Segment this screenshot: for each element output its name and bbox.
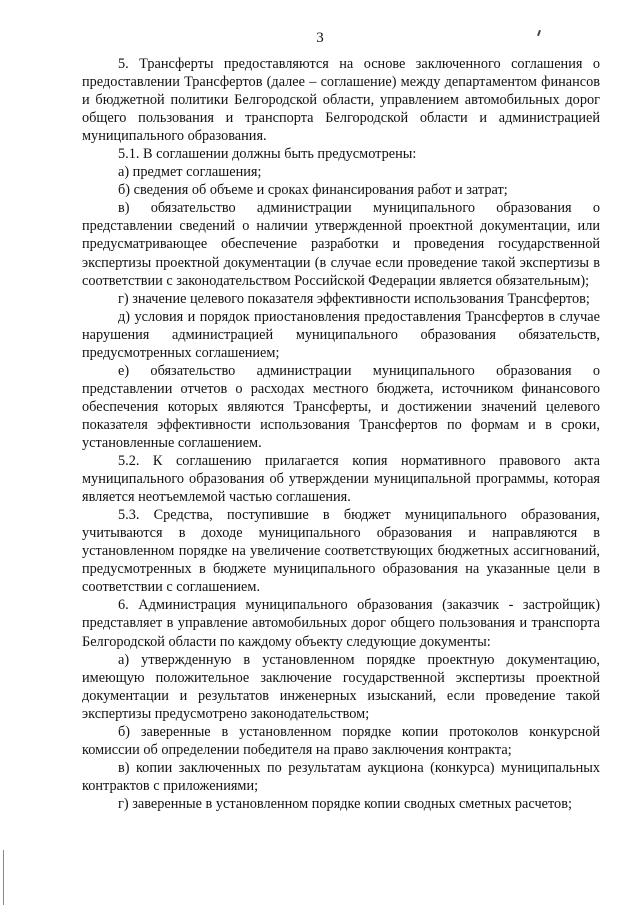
paragraph-5-1-b: б) сведения об объеме и сроках финансирования работ и затрат;: [118, 182, 508, 199]
paragraph-6-g: г) заверенные в установленном порядке копии сводных сметных расчетов;: [118, 795, 572, 812]
paragraph-6-a: а) утвержденную в установленном порядке проектную документацию, имеющую положительное заключение государственной экспертизы проектной документации и результатов инженерных изысканий, если проведение такой экспертизы предусмотрено законодательством;: [82, 651, 600, 722]
document-body: [82, 55, 600, 813]
paragraph-6: 6. Администрация муниципального образования (заказчик - застройщик) представляет в управление автомобильных дорог общего пользования и транспорта Белгородской области по каждому объекту следующие документы:: [82, 597, 600, 650]
paragraph-5-1-v: в) обязательство администрации муниципального образования о представлении сведений о наличии утвержденной проектной документации, или предусматривающее обеспечение разработки и проведения государственной экспертизы проектной документации (в случае если проведение такой экспертизы в соответствии с законодательством Российской Федерации является обязательным);: [82, 200, 600, 289]
paragraph-5-1-e: е) обязательство администрации муниципального образования о представлении отчетов о расходах местного бюджета, источником финансового обеспечения которых являются Трансферты, и достижении значений целевого показателя эффективности использования Трансфертов по формам и в сроки, установленные соглашением.: [82, 362, 600, 451]
paragraph-5-1-d: д) условия и порядок приостановления предоставления Трансфертов в случае нарушения администрацией муниципального образования обязательств, предусмотренных соглашением;: [82, 308, 600, 361]
paragraph-6-v: в) копии заключенных по результатам аукциона (конкурса) муниципальных контрактов с приложениями;: [82, 759, 600, 794]
paragraph-5-1: 5.1. В соглашении должны быть предусмотрены:: [118, 146, 417, 163]
paragraph-5-1-a: а) предмет соглашения;: [118, 164, 262, 181]
paragraph-5-3: 5.3. Средства, поступившие в бюджет муниципального образования, учитываются в доходе муниципального образования и направляются в установленном порядке на увеличение соответствующих бюджетных ассигнований, предусмотренных в бюджете муниципального образования на указанные цели в соответствии с соглашением.: [82, 507, 600, 596]
paragraph-5-2: 5.2. К соглашению прилагается копия нормативного правового акта муниципального образования об утверждении муниципальной программы, которая является неотъемлемой частью соглашения.: [82, 453, 600, 506]
paragraph-5: 5. Трансферты предоставляются на основе заключенного соглашения о предоставлении Трансфертов (далее – соглашение) между департаментом финансов и бюджетной политики Белгородской области, управлением автомобильных дорог общего пользования и транспорта Белгородской области и администрацией муниципального образования.: [82, 56, 600, 145]
scan-edge-line: [3, 850, 4, 905]
page-number: 3: [316, 30, 324, 46]
paragraph-6-b: б) заверенные в установленном порядке копии протоколов конкурсной комиссии об определении победителя на право заключения контракта;: [82, 723, 600, 758]
paragraph-5-1-g: г) значение целевого показателя эффективности использования Трансфертов;: [118, 290, 590, 307]
